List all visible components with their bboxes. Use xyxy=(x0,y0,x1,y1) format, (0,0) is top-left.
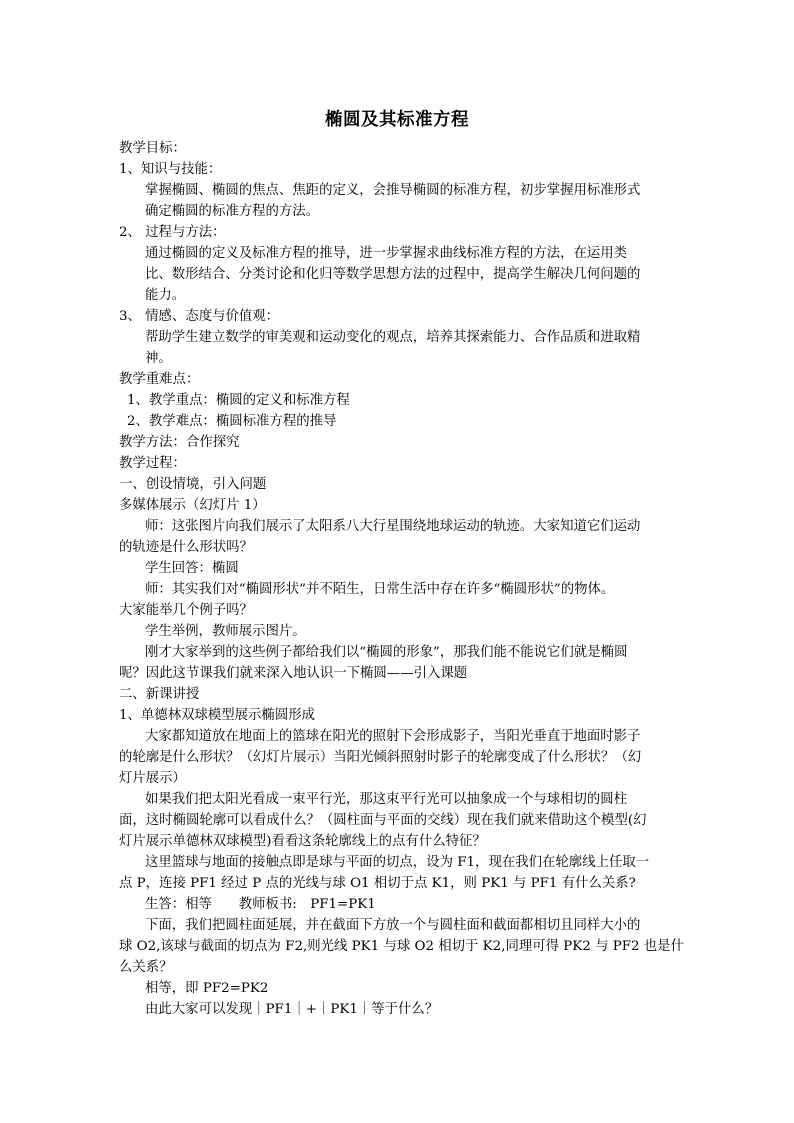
text-line: 通过椭圆的定义及标准方程的推导，进一步掌握求曲线标准方程的方法，在运用类 xyxy=(145,246,628,261)
text-line: 师：其实我们对“椭圆形状”并不陌生，日常生活中存在许多“椭圆形状”的物体。 xyxy=(145,582,615,597)
text-line: 由此大家可以发现｜PF1｜+｜PK1｜等于什么？ xyxy=(145,1002,439,1017)
text-line: 点 P，连接 PF1 经过 P 点的光线与球 O1 相切于点 K1，则 PK1 与 PF1 有什么关系? xyxy=(119,876,636,891)
section-heading: 一、创设情境，引入问题 xyxy=(119,477,267,492)
text-line: 的轮廓是什么形状？（幻灯片展示）当阳光倾斜照射时影子的轮廓变成了什么形状？（幻 xyxy=(119,750,642,765)
text-line: 面，这时椭圆轮廓可以看成什么？（圆柱面与平面的交线）现在我们就来借助这个模型(幻 xyxy=(119,813,647,828)
text-line: 多媒体展示（幻灯片 1） xyxy=(119,498,266,513)
text-line: 灯片展示单德林双球模型)看看这条轮廓线上的点有什么特征？ xyxy=(119,834,486,849)
text-line: 掌握椭圆、椭圆的焦点、焦距的定义，会推导椭圆的标准方程，初步掌握用标准形式 xyxy=(145,183,641,198)
text-line: 大家都知道放在地面上的篮球在阳光的照射下会形成影子，当阳光垂直于地面时影子 xyxy=(145,729,641,744)
heading-key-points: 教学重难点： xyxy=(119,372,200,387)
text-line: 2、教学难点：椭圆标准方程的推导 xyxy=(127,414,337,429)
text-line: 大家能举几个例子吗？ xyxy=(119,603,253,618)
text-line: 下面，我们把圆柱面延展，并在截面下方放一个与圆柱面和截面都相切且同样大小的 xyxy=(145,918,641,933)
text-line: 相等，即 PF2=PK2 xyxy=(145,981,269,996)
text-line: 帮助学生建立数学的审美观和运动变化的观点，培养其探索能力、合作品质和进取精 xyxy=(145,330,641,345)
text-line: 刚才大家举到的这些例子都给我们以“椭圆的形象”，那我们能不能说它们就是椭圆 xyxy=(145,645,628,660)
text-line: 呢？因此这节课我们就来深入地认识一下椭圆——引入课题 xyxy=(119,666,468,681)
section-heading: 二、新课讲授 xyxy=(119,687,200,702)
heading-process: 教学过程： xyxy=(119,456,186,471)
text-line: 么关系？ xyxy=(119,960,173,975)
text-line: 能力。 xyxy=(145,288,186,303)
text-line: 生答：相等 教师板书: PF1=PK1 xyxy=(145,897,376,912)
subsection-heading: 1、单德林双球模型展示椭圆形成 xyxy=(119,708,315,723)
document-title: 椭圆及其标准方程 xyxy=(325,110,469,130)
heading-method: 教学方法：合作探究 xyxy=(119,435,240,450)
text-line: 如果我们把太阳光看成一束平行光，那这束平行光可以抽象成一个与球相切的圆柱 xyxy=(145,792,628,807)
subheading-knowledge: 1、知识与技能： xyxy=(119,162,222,177)
text-line: 灯片展示） xyxy=(119,771,186,786)
text-line: 学生回答：椭圆 xyxy=(145,561,239,576)
heading-objectives: 教学目标： xyxy=(119,141,186,156)
text-line: 1、教学重点：椭圆的定义和标准方程 xyxy=(127,393,350,408)
text-line: 神。 xyxy=(145,351,172,366)
text-line: 师：这张图片向我们展示了太阳系八大行星围绕地球运动的轨迹。大家知道它们运动 xyxy=(145,519,641,534)
subheading-attitude: 3、 情感、态度与价值观： xyxy=(119,309,280,324)
text-line: 确定椭圆的标准方程的方法。 xyxy=(145,204,320,219)
text-line: 的轨迹是什么形状吗？ xyxy=(119,540,253,555)
text-line: 比、数形结合、分类讨论和化归等数学思想方法的过程中，提高学生解决几何问题的 xyxy=(145,267,641,282)
text-line: 学生举例，教师展示图片。 xyxy=(145,624,306,639)
text-line: 这里篮球与地面的接触点即是球与平面的切点，设为 F1，现在我们在轮廓线上任取一 xyxy=(145,855,650,870)
subheading-process: 2、 过程与方法： xyxy=(119,225,226,240)
text-line: 球 O2,该球与截面的切点为 F2,则光线 PK1 与球 O2 相切于 K2,同理可得 PK2 与 PF2 也是什 xyxy=(119,939,684,954)
